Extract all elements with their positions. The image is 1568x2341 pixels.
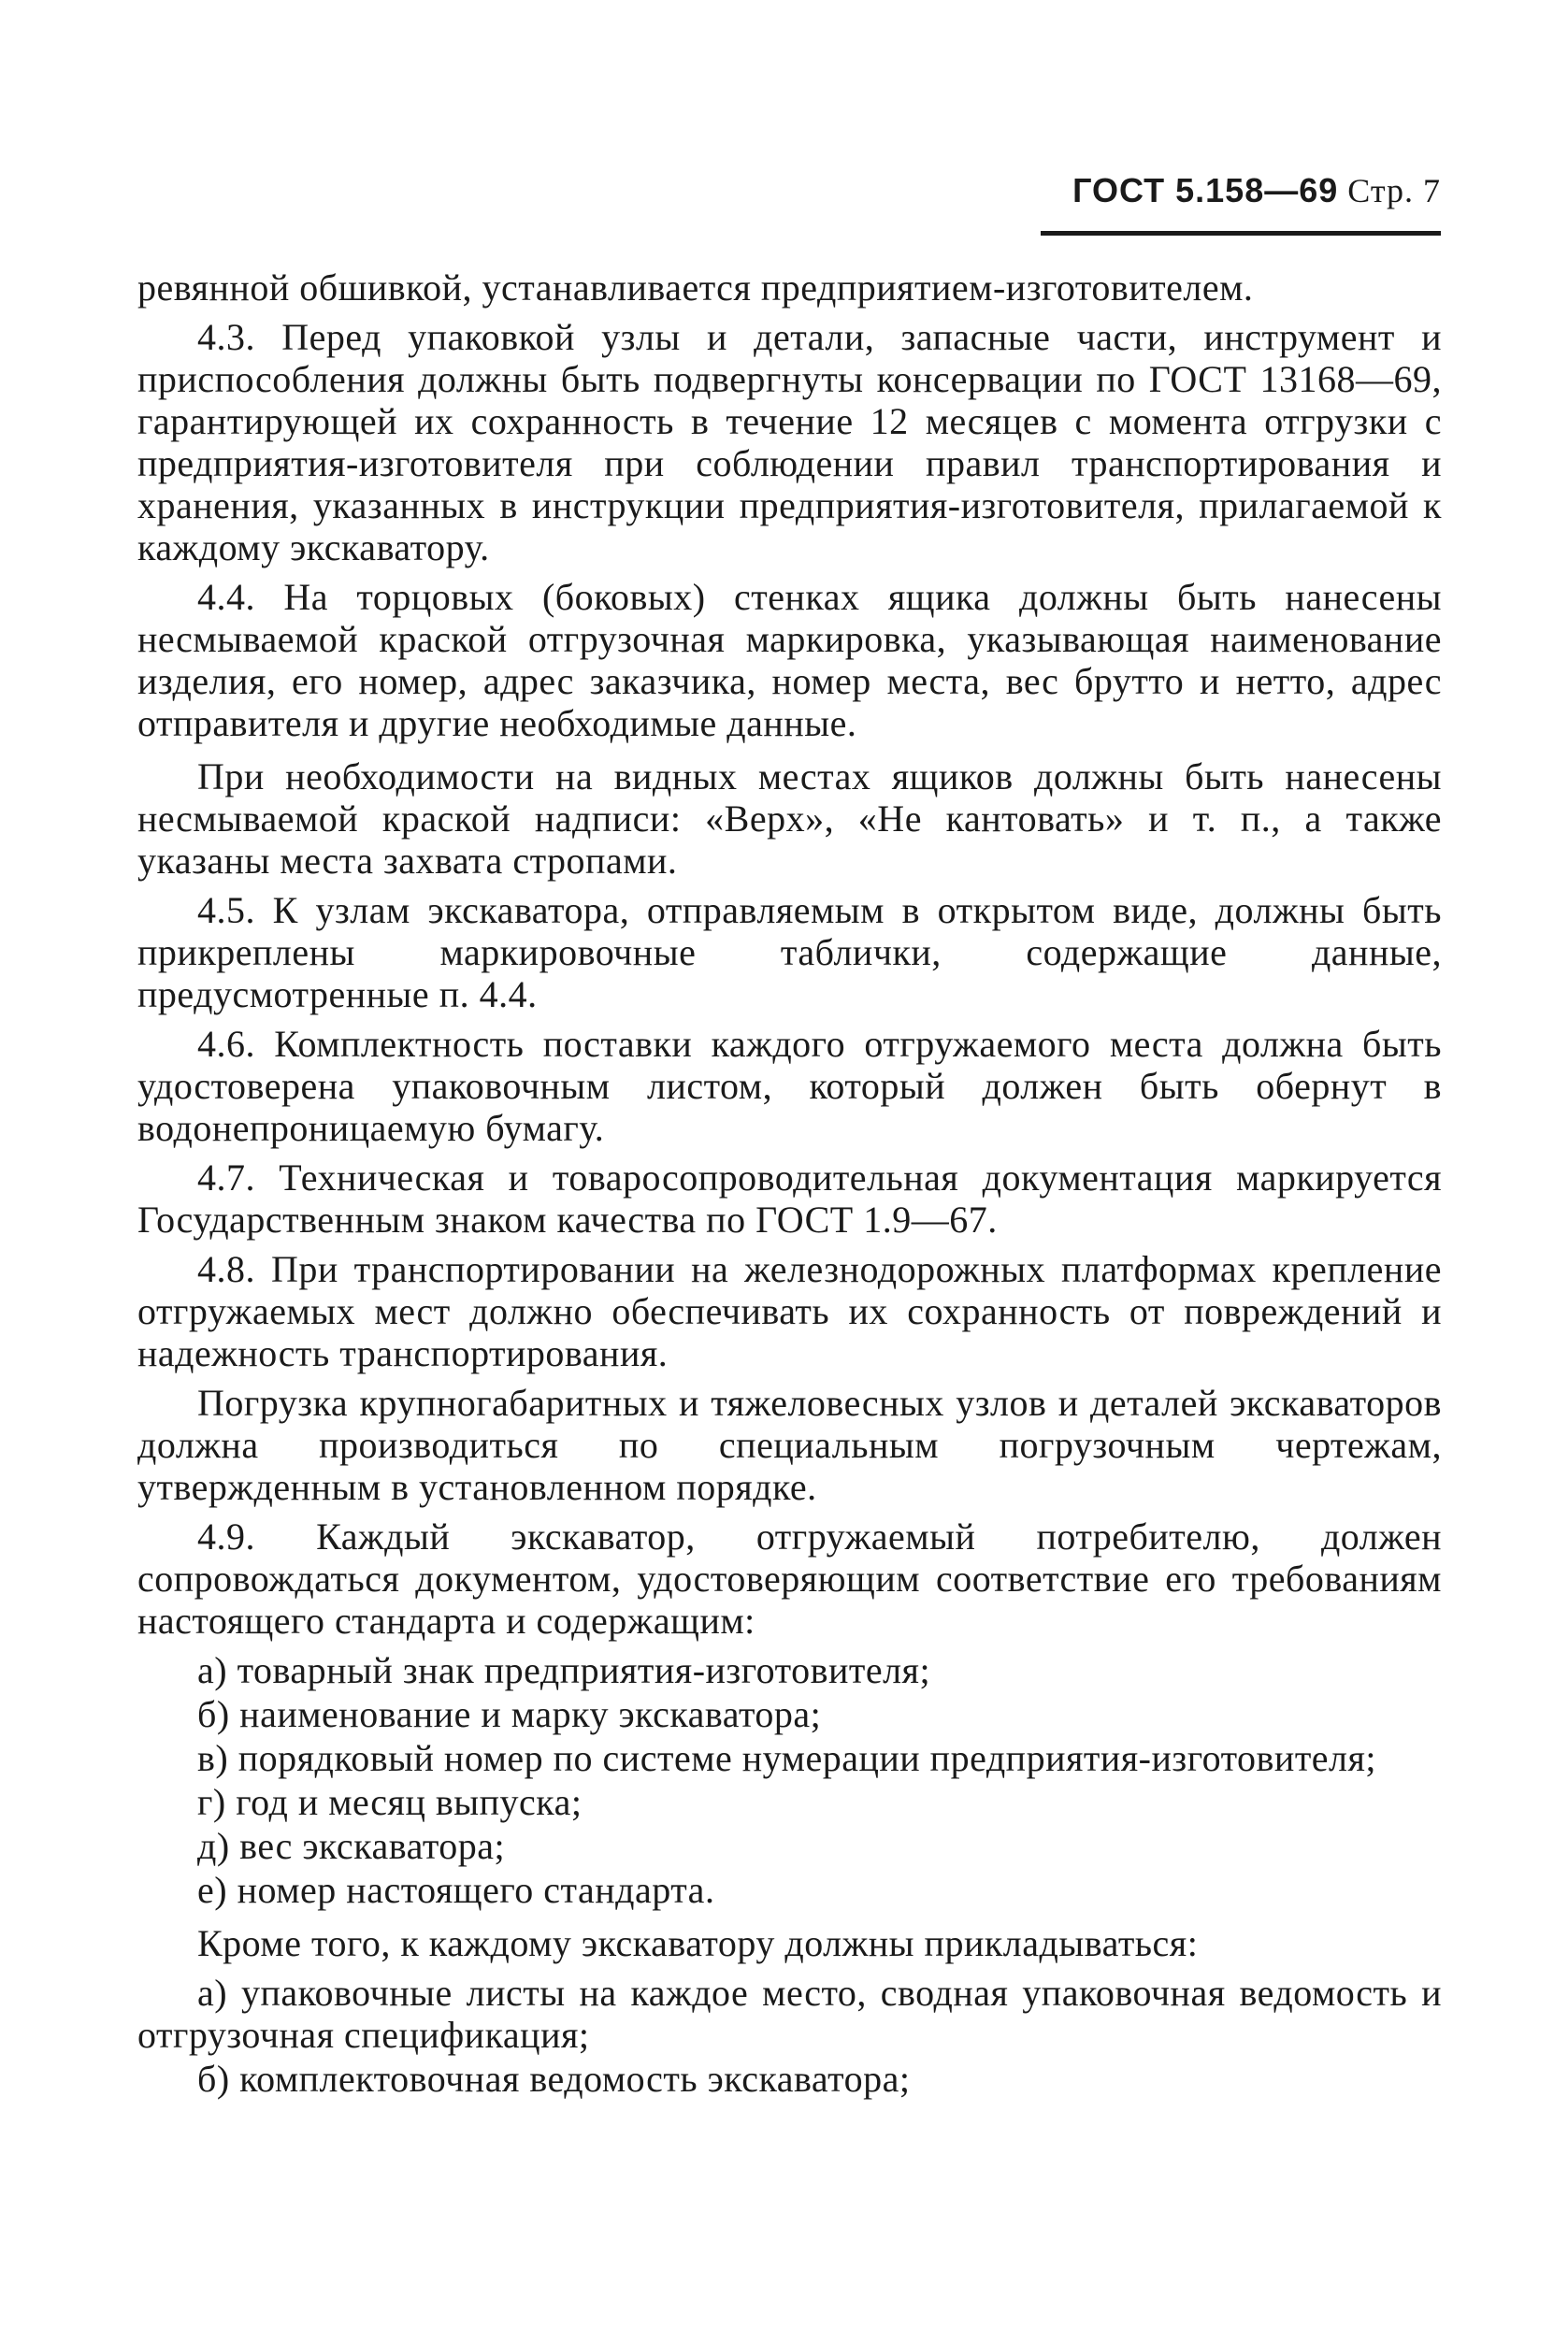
list-item-b: б) наименование и марку экскаватора; [197,1693,822,1735]
document-body [137,266,1442,2102]
attachment-item-a: а) упаковочные листы на каждое место, сводная упаковочная ведомость и отгрузочная спецификация; [137,1972,1442,2056]
paragraph-4-6: 4.6. Комплектность поставки каждого отгружаемого места должна быть удостоверена упаковочным листом, который должен быть обернут в водонепроницаемую бумагу. [137,1023,1442,1149]
list-item-a: а) товарный знак предприятия-изготовителя; [197,1649,931,1691]
list-item-v: в) порядковый номер по системе нумерации предприятия-изготовителя; [197,1737,1377,1779]
page-header [1041,171,1441,236]
paragraph-loading: Погрузка крупногабаритных и тяжеловесных узлов и деталей экскаваторов должна производиться по специальным погрузочным чертежам, утвержденным в установленном порядке. [137,1382,1442,1508]
paragraph-4-4: 4.4. На торцовых (боковых) стенках ящика должны быть нанесены несмываемой краской отгрузочная маркировка, указывающая наименование изделия, его номер, адрес заказчика, номер места, вес брутто и нетто, адрес отправителя и другие необходимые данные. [137,576,1442,744]
list-item-e: е) номер настоящего стандарта. [197,1869,715,1911]
paragraph-4-3: 4.3. Перед упаковкой узлы и детали, запасные части, инструмент и приспособления должны быть подвергнуты консервации по ГОСТ 13168—69, гарантирующей их сохранность в течение 12 месяцев с момента отгрузки с предприятия-изготовителя при соблюдении правил транспортирования и хранения, указанных в инструкции предприятия-изготовителя, прилагаемой к каждому экскаватору. [137,316,1442,568]
attachment-item-b: б) комплектовочная ведомость экскаватора; [197,2058,911,2100]
paragraph-marking-note: При необходимости на видных местах ящиков должны быть нанесены несмываемой краской надписи: «Верх», «Не кантовать» и т. п., а также указаны места захвата стропами. [137,755,1442,882]
list-item-d: д) вес экскаватора; [197,1825,506,1867]
paragraph-4-7: 4.7. Техническая и товаросопроводительная документация маркируется Государственным знаком качества по ГОСТ 1.9—67. [137,1156,1442,1241]
list-item-g: г) год и месяц выпуска; [197,1781,583,1823]
standard-number: ГОСТ 5.158—69 [1072,171,1339,209]
paragraph-4-9: 4.9. Каждый экскаватор, отгружаемый потребителю, должен сопровождаться документом, удостоверяющим соответствие его требованиям настоящего стандарта и содержащим: [137,1515,1442,1642]
paragraph-additionally: Кроме того, к каждому экскаватору должны прикладываться: [197,1922,1199,1964]
paragraph-4-8: 4.8. При транспортировании на железнодорожных платформах крепление отгружаемых мест должно обеспечивать их сохранность от повреждений и надежность транспортирования. [137,1248,1442,1374]
paragraph-continuation: ревянной обшивкой, устанавливается предприятием-изготовителем. [137,266,1254,309]
paragraph-4-5: 4.5. К узлам экскаватора, отправляемым в открытом виде, должны быть прикреплены маркировочные таблички, содержащие данные, предусмотренные п. 4.4. [137,889,1442,1015]
page-number: Стр. 7 [1347,172,1441,209]
